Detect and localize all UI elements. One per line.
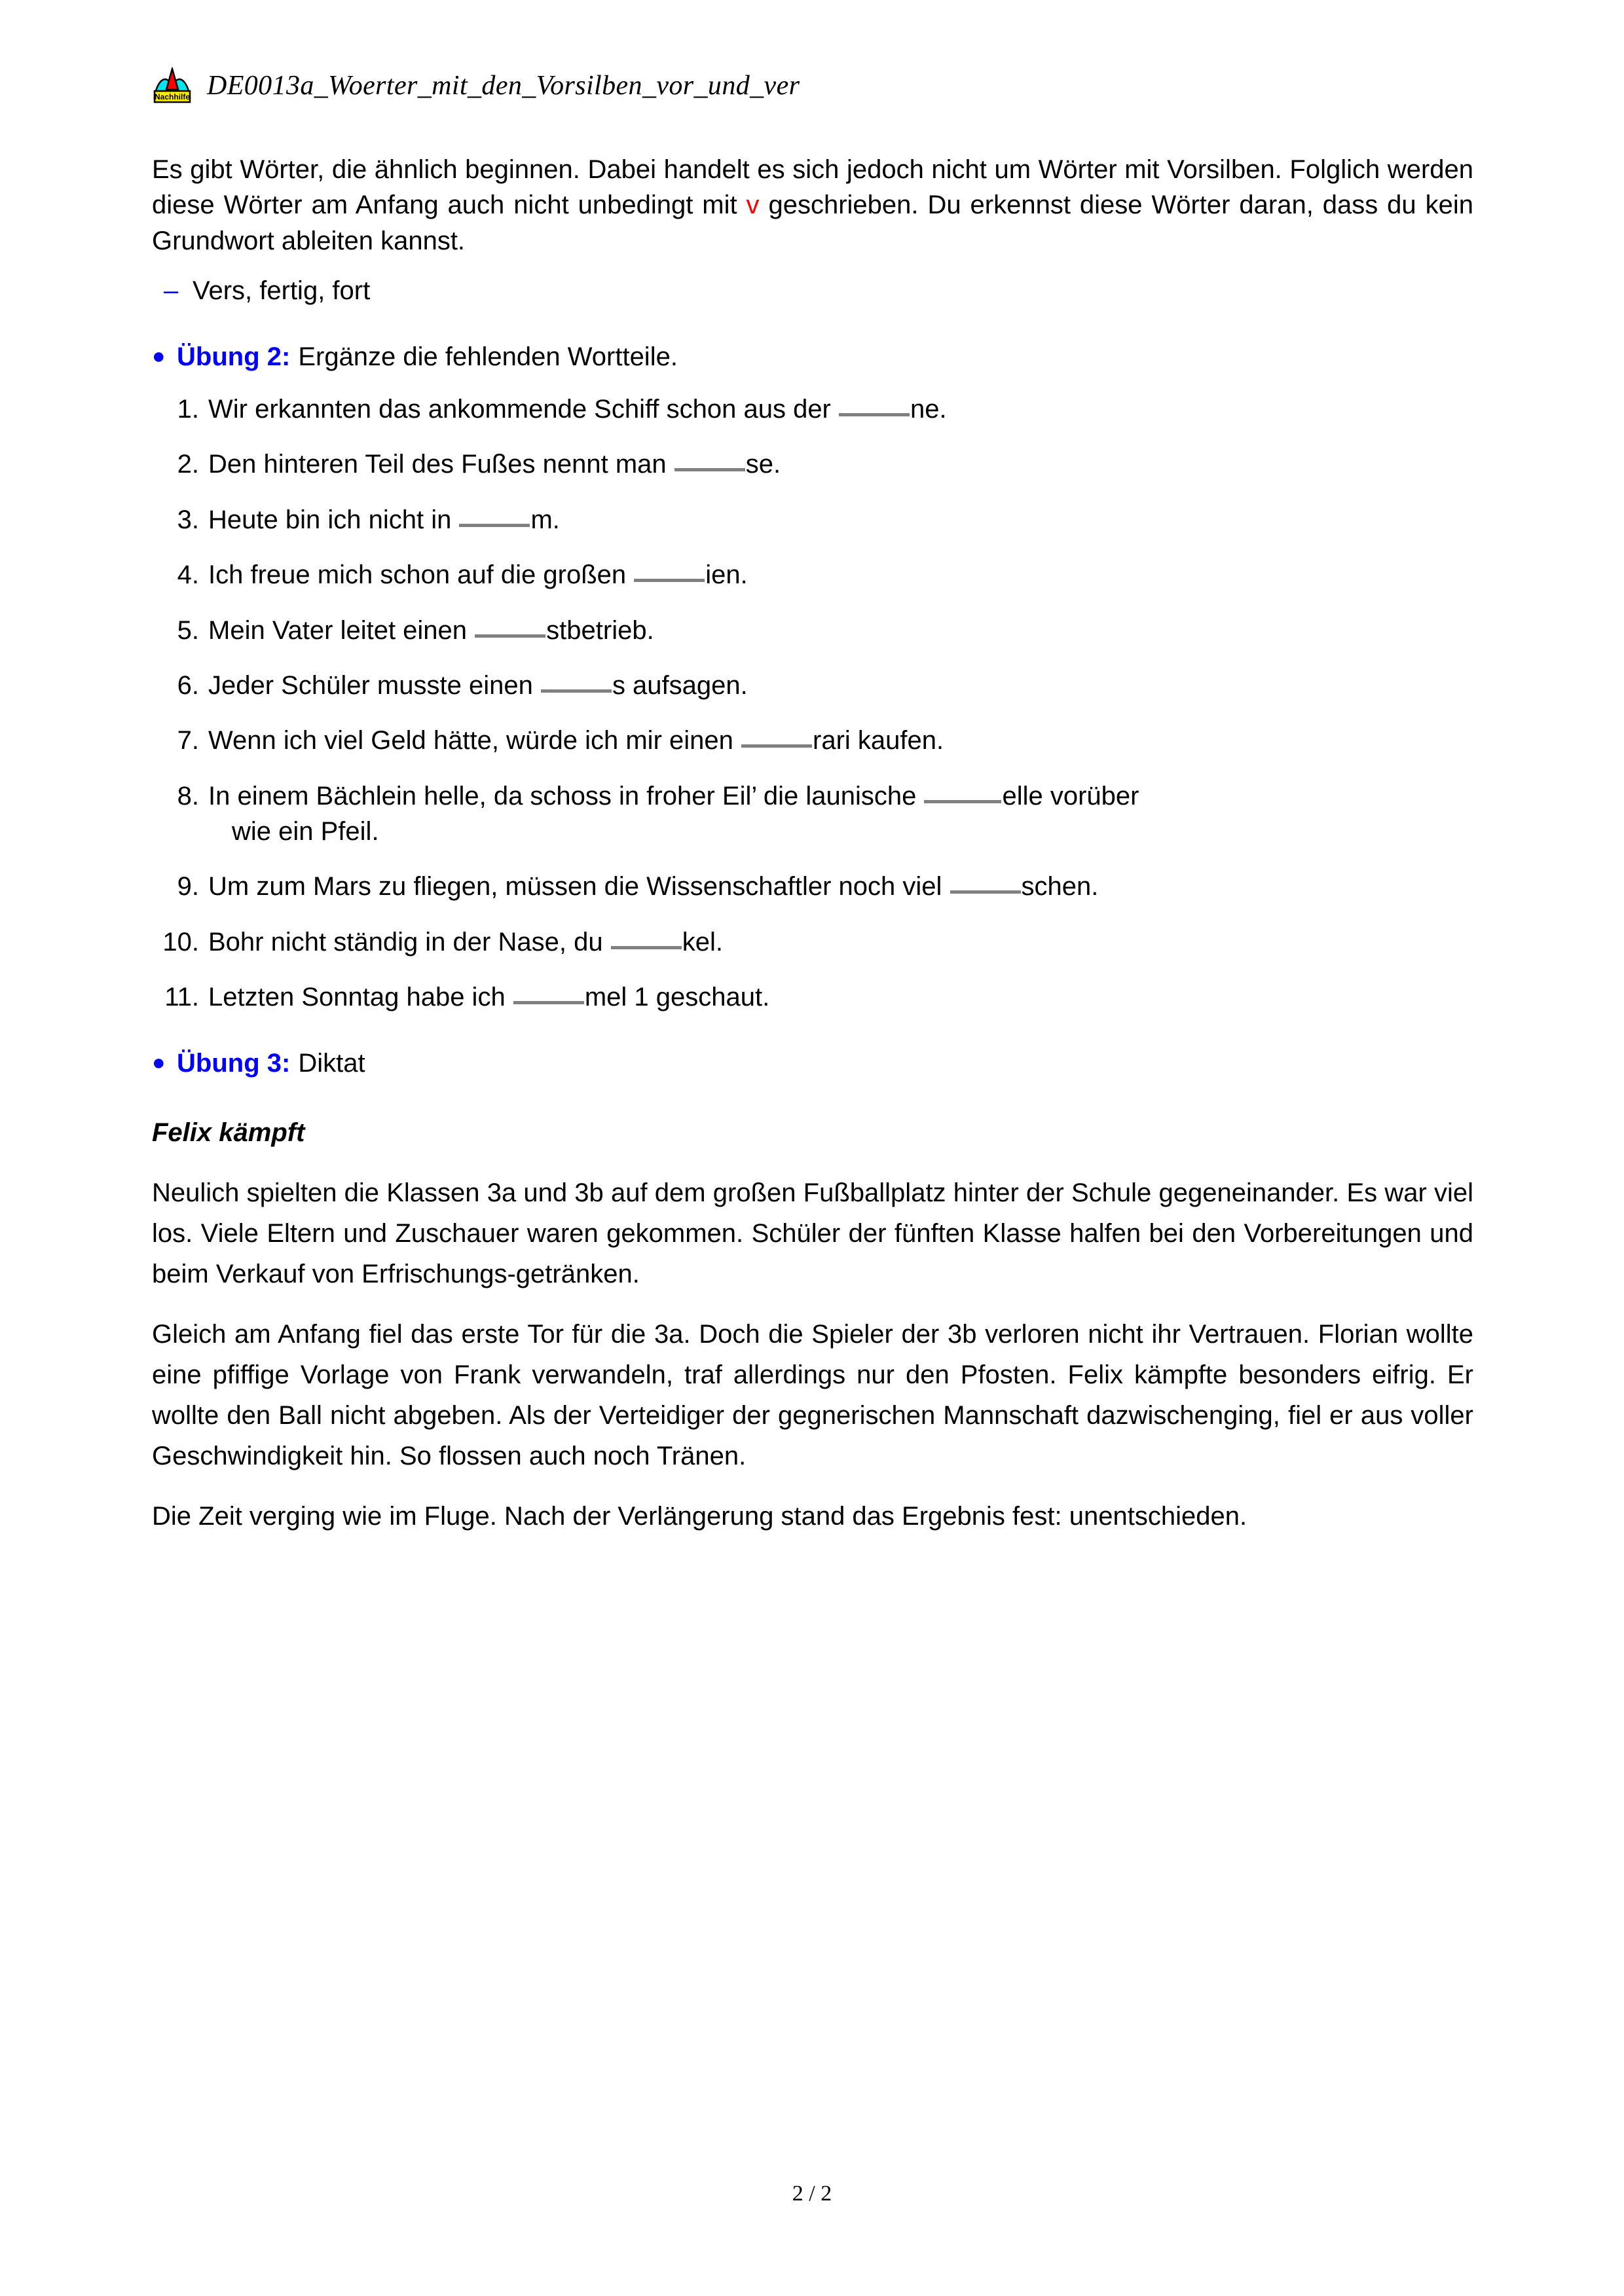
item-body	[208, 668, 1473, 703]
item-text-after: ien.	[705, 560, 748, 590]
exercise-item	[152, 869, 1473, 904]
dictation-title: Felix kämpft	[152, 1118, 305, 1148]
exercise2-description: Ergänze die fehlenden Wortteile.	[298, 342, 678, 371]
page-content	[152, 152, 1473, 1537]
exercise2-label: Übung 2:	[177, 342, 291, 371]
fill-in-blank[interactable]	[924, 800, 1001, 803]
item-text-before: Wir erkannten das ankommende Schiff schon aus der	[208, 394, 838, 424]
dash-example-line	[164, 273, 1473, 308]
dash-bullet-icon: –	[164, 276, 179, 306]
item-text-before: Jeder Schüler musste einen	[208, 670, 540, 700]
exercise2-bullet-icon: ●	[152, 343, 166, 369]
fill-in-blank[interactable]	[541, 689, 612, 693]
item-text-before: Bohr nicht ständig in der Nase, du	[208, 927, 610, 957]
item-number: 3.	[177, 505, 199, 534]
item-text-before: Den hinteren Teil des Fußes nennt man	[208, 450, 674, 479]
item-body	[208, 446, 1473, 482]
item-text-after: m.	[530, 505, 560, 534]
nachhilfe-logo-icon	[152, 67, 193, 104]
exercise3-label: Übung 3:	[177, 1048, 291, 1078]
item-text-after: mel 1 geschaut.	[584, 983, 770, 1012]
item-number: 10.	[162, 927, 199, 957]
item-body	[208, 778, 1473, 850]
exercise-item	[152, 557, 1473, 592]
fill-in-blank[interactable]	[459, 524, 530, 527]
item-body	[208, 392, 1473, 427]
page-header	[152, 63, 1472, 109]
item-number: 8.	[177, 781, 199, 811]
exercise-item	[152, 723, 1473, 758]
item-body	[208, 557, 1473, 592]
exercise3-bullet-icon: ●	[152, 1049, 166, 1075]
item-text-after: se.	[745, 450, 781, 479]
fill-in-blank[interactable]	[839, 413, 910, 416]
fill-in-blank[interactable]	[513, 1001, 584, 1004]
document-title: DE0013a_Woerter_mit_den_Vorsilben_vor_und_ver	[207, 71, 800, 101]
exercise3-heading	[152, 1046, 1473, 1081]
item-text-before: Um zum Mars zu fliegen, müssen die Wissenschaftler noch viel	[208, 872, 950, 902]
exercise-item	[152, 979, 1473, 1015]
dictation-paragraph: Neulich spielten die Klassen 3a und 3b auf dem großen Fußballplatz hinter der Schule gegeneinander. Es war viel los. Viele Eltern und Zuschauer waren gekommen. Schüler der fünften Klasse halfen bei den Vorbereitungen und beim Verkauf von Erfrischungs-getränken.	[152, 1178, 1473, 1289]
item-number: 11.	[164, 983, 199, 1012]
item-text-after: ne.	[910, 394, 947, 424]
item-number: 5.	[177, 615, 199, 645]
item-body	[208, 924, 1473, 960]
page-footer	[0, 2181, 1624, 2206]
item-text-before: Mein Vater leitet einen	[208, 615, 475, 645]
exercise-item	[152, 392, 1473, 427]
fill-in-blank[interactable]	[674, 468, 745, 471]
item-number: 7.	[177, 726, 199, 756]
dash-example-text: Vers, fertig, fort	[193, 276, 371, 306]
item-number: 9.	[177, 872, 199, 902]
item-text-after: stbetrieb.	[546, 615, 654, 645]
dictation-paragraph: Die Zeit verging wie im Fluge. Nach der Verlängerung stand das Ergebnis fest: unentschieden.	[152, 1502, 1247, 1531]
intro-text-part2: geschrieben. Du erkennst diese Wörter daran, dass du kein Grundwort ableiten kannst.	[152, 191, 1473, 255]
exercise-item	[152, 446, 1473, 482]
item-number: 4.	[177, 560, 199, 590]
item-text-before: In einem Bächlein helle, da schoss in froher Eil’ die launische	[208, 781, 924, 811]
item-number: 2.	[177, 450, 199, 479]
exercise-item	[152, 778, 1473, 850]
item-text-wrap: wie ein Pfeil.	[232, 817, 379, 847]
exercise-item	[152, 924, 1473, 960]
fill-in-blank[interactable]	[741, 744, 812, 748]
intro-text-part1: Es gibt Wörter, die ähnlich beginnen. Dabei handelt es sich jedoch nicht um Wörter mit Vorsilben. Folglich werden diese Wörter am Anfang auch nicht unbedingt mit	[152, 155, 1473, 220]
fill-in-blank[interactable]	[611, 946, 682, 949]
item-body	[208, 869, 1473, 904]
dictation-paragraph: Gleich am Anfang fiel das erste Tor für die 3a. Doch die Spieler der 3b verloren nicht ihr Vertrauen. Florian wollte eine pfiffige Vorlage von Frank verwandeln, traf allerdings nur den Pfosten. Felix kämpfte besonders eifrig. Er wollte den Ball nicht abgeben. Als der Verteidiger der gegnerischen Mannschaft dazwischenging, fiel er aus voller Geschwindigkeit hin. So flossen auch noch Tränen.	[152, 1320, 1473, 1471]
fill-in-blank[interactable]	[475, 634, 545, 638]
item-number: 1.	[177, 394, 199, 424]
fill-in-blank[interactable]	[634, 579, 705, 582]
item-body	[208, 502, 1473, 538]
item-text-before: Ich freue mich schon auf die großen	[208, 560, 634, 590]
exercise2-item-list	[152, 392, 1473, 1015]
exercise-item	[152, 668, 1473, 703]
intro-highlight-letter: v	[746, 191, 760, 220]
item-body	[208, 613, 1473, 648]
item-body	[208, 979, 1473, 1015]
item-text-after: schen.	[1021, 872, 1099, 902]
item-text-after: rari kaufen.	[813, 726, 944, 756]
item-body	[208, 723, 1473, 758]
exercise2-heading	[152, 339, 1473, 374]
fill-in-blank[interactable]	[950, 890, 1021, 894]
item-text-after: kel.	[682, 927, 723, 957]
logo-banner-text: Nachhilfe	[154, 92, 191, 101]
item-text-before: Letzten Sonntag habe ich	[208, 983, 513, 1012]
exercise-item	[152, 613, 1473, 648]
intro-paragraph	[152, 152, 1473, 259]
item-text-after: elle vorüber	[1002, 781, 1139, 811]
exercise-item	[152, 502, 1473, 538]
item-text-after: s aufsagen.	[612, 670, 748, 700]
item-text-before: Wenn ich viel Geld hätte, würde ich mir einen	[208, 726, 741, 756]
exercise3-description: Diktat	[298, 1048, 365, 1078]
page-number: 2 / 2	[792, 2181, 832, 2206]
item-number: 6.	[177, 670, 199, 700]
item-text-before: Heute bin ich nicht in	[208, 505, 459, 534]
